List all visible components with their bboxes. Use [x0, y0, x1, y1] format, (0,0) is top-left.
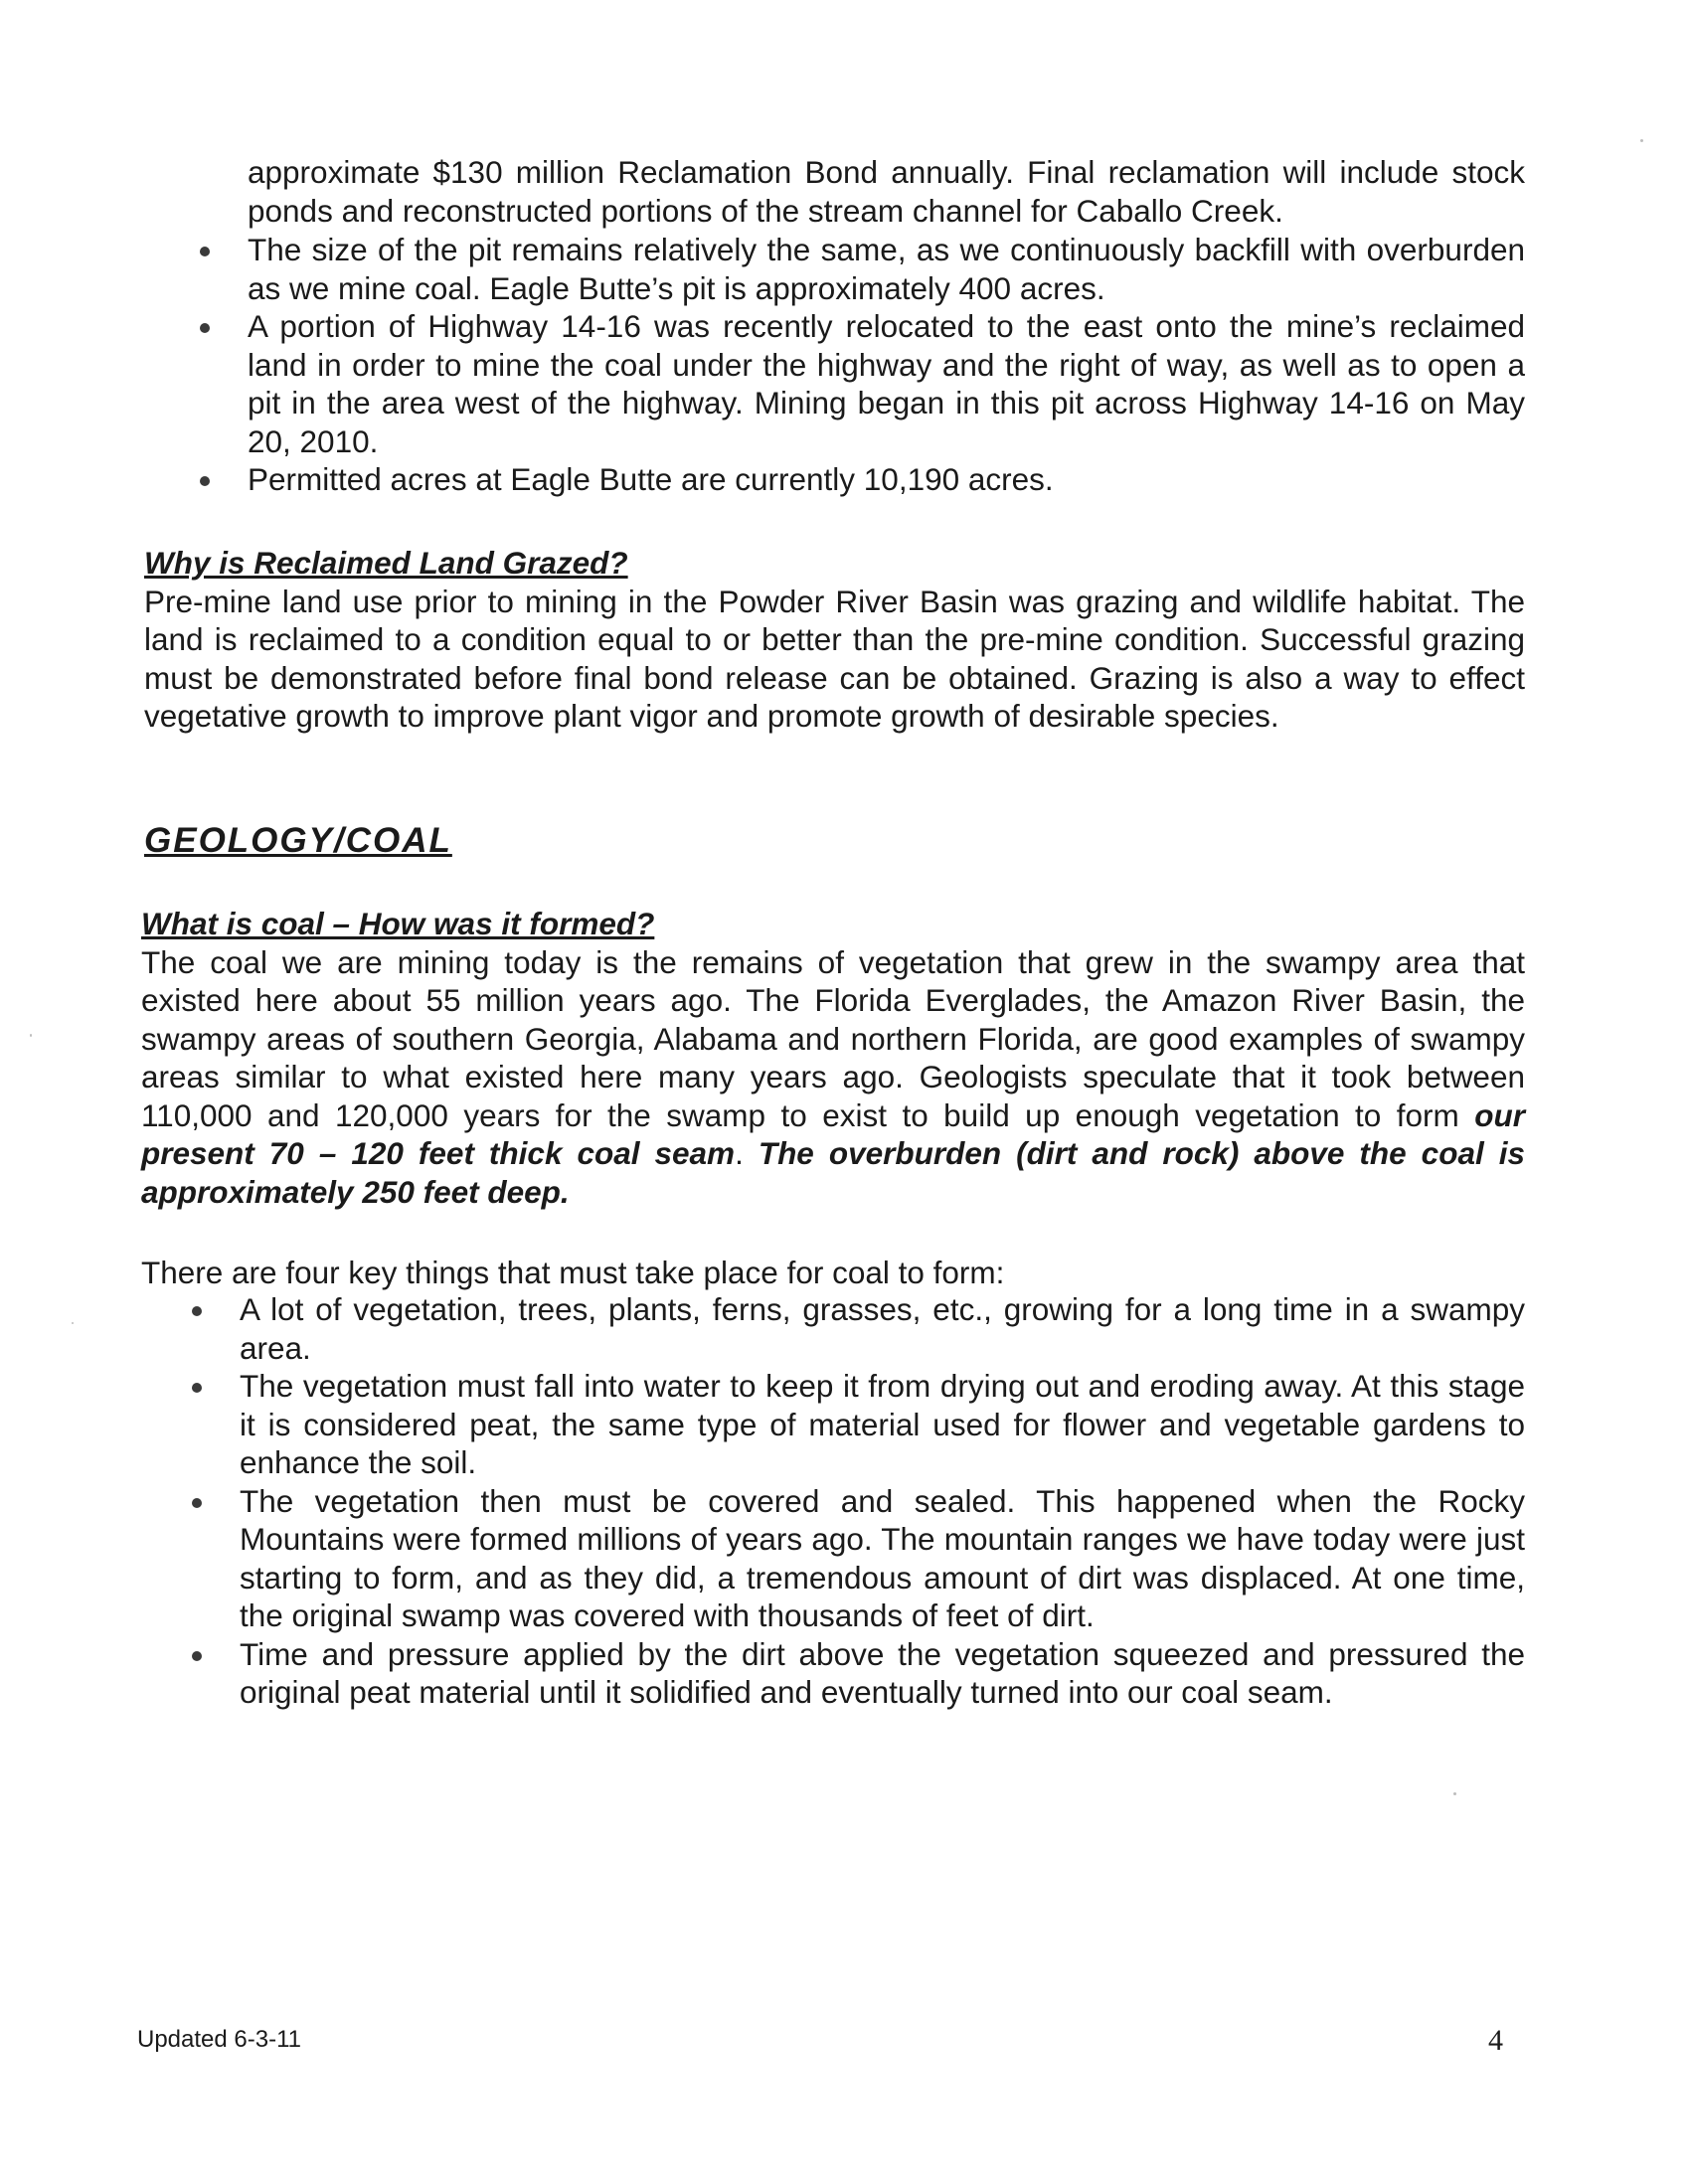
footer-updated: Updated 6-3-11	[137, 2026, 301, 2053]
section-title: GEOLOGY/COAL	[144, 821, 452, 860]
grazed-paragraph: Pre-mine land use prior to mining in the Powder River Basin was grazing and wildlife habitat. The land is reclaimed to a condition equal to or better than the pre-mine condition. Successful grazing must be demonstrated before final bond release can be obtained. Grazing is also a way to effect vegetative growth to improve plant vigor and promote growth of desirable species.	[144, 583, 1525, 734]
list-item	[195, 307, 1525, 460]
grazed-section	[144, 544, 1525, 736]
list-item	[187, 1635, 1525, 1712]
list-item	[195, 231, 1525, 307]
list-item	[187, 1482, 1525, 1635]
continuation-paragraph: approximate $130 million Reclamation Bond annually. Final reclamation will include stock ponds and reconstructed portions of the stream channel for Caballo Creek.	[248, 154, 1525, 229]
coal-text-emphasis: The overburden (dirt and rock) above the coal is approximately 250 feet deep.	[141, 1135, 1525, 1210]
four-things-intro: There are four key things that must take place for coal to form:	[141, 1255, 1005, 1290]
bullet-icon	[192, 1383, 202, 1393]
coal-text-separator: .	[735, 1135, 759, 1171]
scan-speck	[72, 1322, 74, 1324]
bottom-bullet-list	[187, 1290, 1525, 1712]
bullet-icon	[192, 1498, 202, 1508]
bullet-icon	[192, 1306, 202, 1316]
coal-section	[141, 905, 1525, 1211]
bullet-icon	[200, 323, 210, 333]
scan-speck	[1640, 139, 1643, 142]
list-item-text: Permitted acres at Eagle Butte are currently 10,190 acres.	[248, 461, 1054, 497]
list-item-text: A portion of Highway 14-16 was recently relocated to the east onto the mine’s reclaimed land in order to mine the coal under the highway and the right of way, as well as to open a pit in the area west of the highway. Mining began in this pit across Highway 14-16 on May 20, 2010.	[248, 308, 1525, 459]
list-item	[187, 1367, 1525, 1482]
bullet-icon	[192, 1651, 202, 1661]
list-item-text: Time and pressure applied by the dirt above the vegetation squeezed and pressured the original peat material until it solidified and eventually turned into our coal seam.	[240, 1635, 1525, 1710]
bullet-icon	[200, 247, 210, 256]
list-item-text: The vegetation must fall into water to keep it from drying out and eroding away. At this stage it is considered peat, the same type of material used for flower and vegetable gardens to enhance the soil.	[240, 1368, 1525, 1480]
list-item	[195, 460, 1525, 499]
coal-text-plain: The coal we are mining today is the remains of vegetation that grew in the swampy area that existed here about 55 million years ago. The Florida Everglades, the Amazon River Basin, the swampy areas of southern Georgia, Alabama and northern Florida, are good examples of swampy areas similar to what existed here many years ago. Geologists speculate that it took between 110,000 and 120,000 years for the swamp to exist to build up enough vegetation to form	[141, 943, 1525, 1133]
list-item-text: The size of the pit remains relatively the same, as we continuously backfill with overburden as we mine coal. Eagle Butte’s pit is approximately 400 acres.	[248, 232, 1525, 306]
scan-speck	[1453, 1792, 1456, 1795]
page-number: 4	[1488, 2024, 1503, 2057]
list-item-text: A lot of vegetation, trees, plants, ferns, grasses, etc., growing for a long time in a swampy area.	[240, 1291, 1525, 1366]
list-item	[187, 1290, 1525, 1367]
scan-speck	[30, 1034, 32, 1037]
grazed-heading: Why is Reclaimed Land Grazed?	[144, 545, 628, 581]
coal-heading: What is coal – How was it formed?	[141, 906, 655, 941]
coal-paragraph	[141, 943, 1525, 1212]
bullet-icon	[200, 476, 210, 486]
top-bullet-list	[195, 231, 1525, 499]
list-item-text: The vegetation then must be covered and sealed. This happened when the Rocky Mountains were formed millions of years ago. The mountain ranges we have today were just starting to form, and as they did, a tremendous amount of dirt was displaced. At one time, the original swamp was covered with thousands of feet of dirt.	[240, 1482, 1525, 1633]
coal-text-emphasis: our present 70 – 120 feet thick coal seam	[141, 1096, 1525, 1171]
